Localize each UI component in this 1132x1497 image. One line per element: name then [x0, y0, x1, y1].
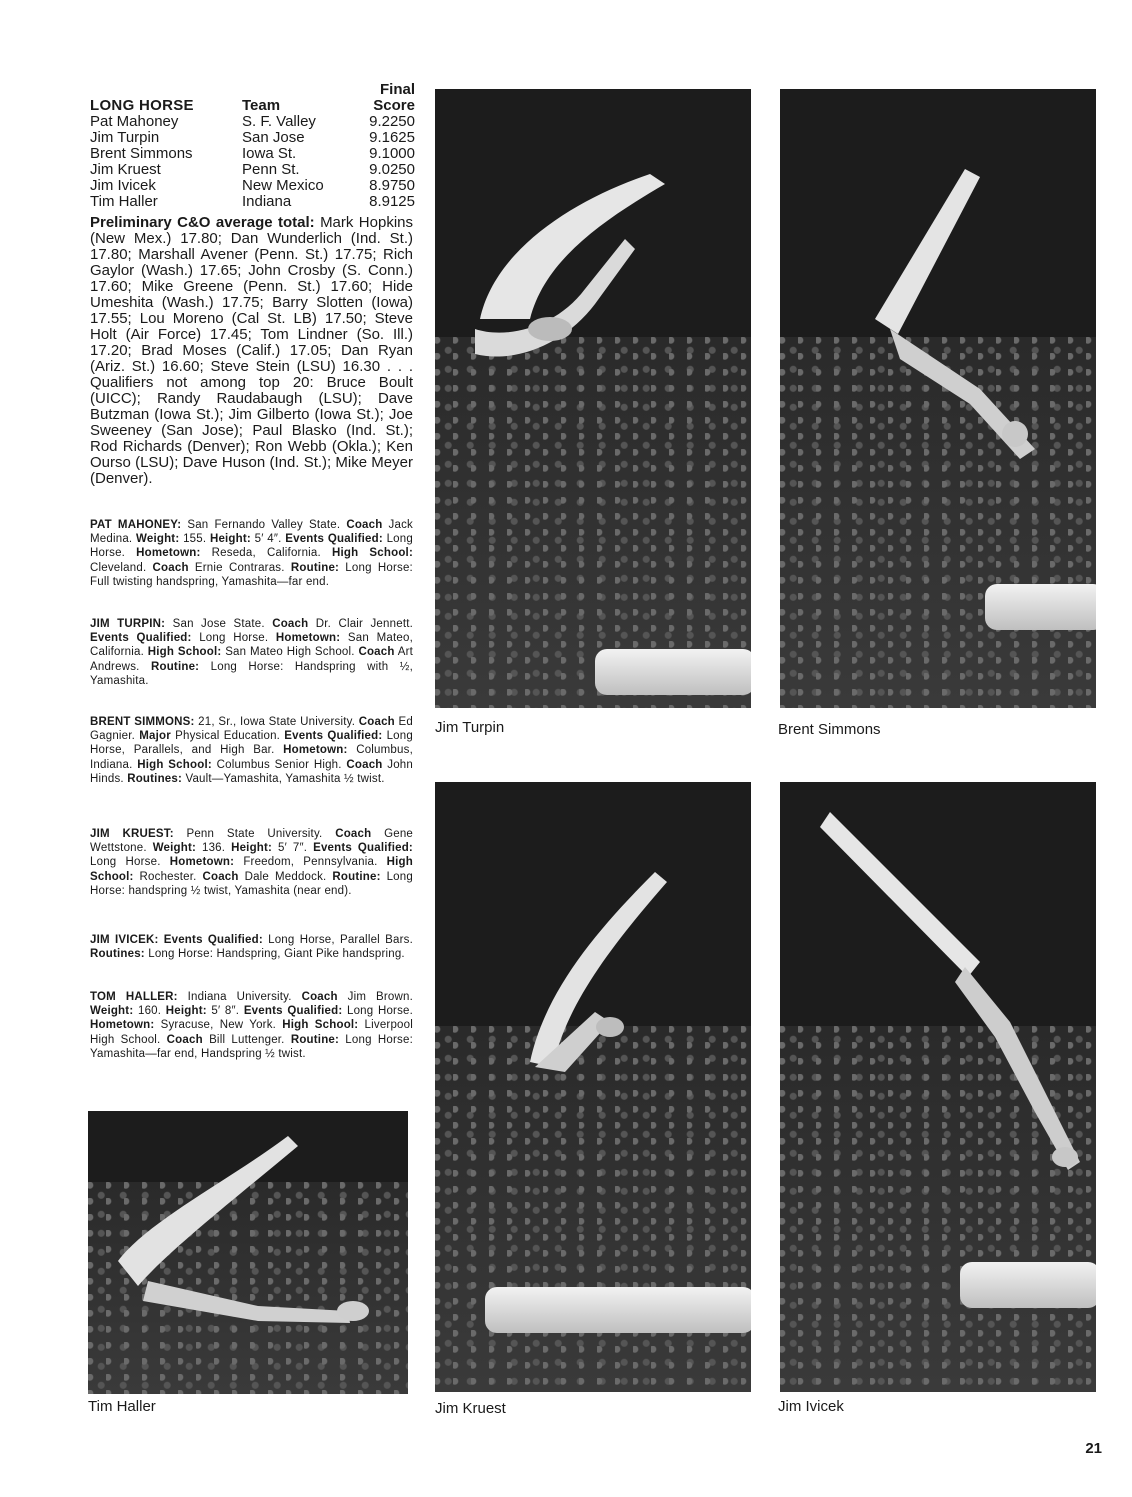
bio-label: Coach [335, 828, 372, 840]
results-team: New Mexico [242, 177, 324, 194]
bio-routine: Vault—Yamashita, Yamashita ½ twist. [185, 772, 385, 785]
bio-label: High School: [282, 1019, 359, 1032]
bio-name: JIM IVICEK: [90, 934, 159, 946]
bio-label: Weight: [152, 842, 197, 855]
bio-label: Weight: [136, 533, 180, 546]
bio-label: Hometown: [90, 1019, 155, 1032]
bio-height: 5′ 7″. [278, 842, 308, 855]
bio-tom-haller [90, 990, 413, 1061]
bio-coach: Ed Gagnier. [90, 716, 413, 743]
results-header-row [90, 82, 415, 114]
gymnast-figure [780, 89, 1096, 708]
page-number: 21 [1085, 1440, 1102, 1457]
bio-label: Routine: [290, 561, 340, 574]
results-name: Brent Simmons [90, 145, 193, 162]
bio-weight: 160. [137, 1005, 162, 1018]
bio-label: Hometown: [283, 744, 348, 757]
photo-jim-kruest [435, 782, 751, 1392]
gymnast-figure [88, 1111, 408, 1394]
bio-hometown: Freedom, Pennsylvania. [243, 856, 378, 869]
preliminary-paragraph [90, 215, 413, 487]
bio-events: Long Horse. [90, 856, 161, 869]
bio-name: JIM KRUEST: [90, 828, 174, 840]
bio-routine: Long Horse: Handspring, Giant Pike handspring. [148, 948, 405, 961]
bio-routine: Long Horse: handspring ½ twist, Yamashita (near end). [90, 870, 413, 897]
bio-label: Routine: [290, 1033, 340, 1046]
bio-label: Coach [358, 646, 395, 659]
results-name: Tim Haller [90, 193, 158, 210]
bio-high-school: San Mateo High School. [225, 646, 355, 659]
results-name: Jim Ivicek [90, 177, 156, 194]
bio-label: Height: [165, 1005, 207, 1018]
bio-label: High School: [332, 547, 413, 560]
bio-school: San Jose State. [172, 618, 265, 630]
bio-label: Weight: [90, 1005, 134, 1018]
bio-label: Height: [209, 533, 251, 546]
bio-height: 5′ 8″. [211, 1005, 240, 1018]
results-team: Penn St. [242, 161, 300, 178]
photo-brent-simmons [780, 89, 1096, 708]
bio-routine: Long Horse: Full twisting handspring, Yamashita—far end. [90, 561, 413, 588]
results-team: Iowa St. [242, 145, 297, 162]
bio-label: Coach [301, 991, 338, 1003]
bio-weight: 155. [183, 533, 207, 546]
results-score: 9.1625 [369, 129, 415, 146]
bio-name: BRENT SIMMONS: [90, 716, 195, 728]
bio-label: Coach [152, 561, 189, 574]
bio-weight: 136. [201, 842, 226, 855]
results-row [90, 114, 415, 130]
photo-jim-turpin [435, 89, 751, 708]
results-row [90, 194, 415, 210]
caption-jim-kruest: Jim Kruest [435, 1400, 506, 1417]
bio-label: Hometown: [136, 547, 201, 560]
bio-label: Routines: [90, 948, 145, 961]
bio-school: Penn State University. [186, 828, 323, 840]
bio-brent-simmons [90, 715, 413, 786]
bio-label: Events Qualified: [90, 632, 192, 645]
bio-label: Routine: [150, 660, 200, 673]
bio-coach2: Dale Meddock. [244, 870, 327, 883]
bio-coach2: Art Andrews. [90, 646, 414, 673]
bio-coach: Dr. Clair Jennett. [315, 618, 414, 630]
bio-events: Long Horse, Parallel Bars. [268, 934, 413, 946]
photo-tim-haller [88, 1111, 408, 1394]
preliminary-text: Mark Hopkins (New Mex.) 17.80; Dan Wunderlich (Ind. St.) 17.80; Marshall Avener (Penn. St.) 17.75; Rich Gaylor (Wash.) 17.65; John Crosby (S. Conn.) 17.60; Mike Greene (Penn. St.) 17.60; Hide Umeshita (Wash.) 17.75; Barry Slotten (Iowa) 17.55; Lou Moreno (Cal St. LB) 17.50; Steve Holt (Air Force) 17.45; Tom Lindner (So. Ill.) 17.20; Brad Moses (Calif.) 17.05; Dan Ryan (Ariz. St.) 16.60; Steve Stein (LSU) 16.30 . . . Qualifiers not among top 20: Bruce Boult (UICC); Randy Raudabaugh (LSU); Dave Butzman (Iowa St.); Jim Gilberto (Iowa St.); Joe Sweeney (San Jose); Paul Blasko (Ind. St.); Rod Richards (Denver); Ron Webb (Okla.); Ken Ourso (LSU); Dave Huson (Ind. St.); Mike Meyer (Denver). [90, 214, 413, 487]
bio-hometown: San Mateo, California. [90, 632, 413, 659]
bio-high-school: Cleveland. [90, 561, 147, 574]
results-name: Pat Mahoney [90, 113, 179, 130]
bio-events: Long Horse. [90, 533, 413, 560]
results-score: 8.9125 [369, 193, 415, 210]
bio-label: Routines: [127, 772, 183, 785]
bio-label: Events Qualified: [243, 1005, 343, 1018]
bio-label: Coach [346, 758, 383, 771]
bio-hometown: Reseda, California. [211, 547, 321, 560]
bio-label: Events Qualified: [163, 934, 263, 946]
bio-height: 5′ 4″. [254, 533, 282, 546]
bio-coach2: John Hinds. [90, 758, 414, 785]
results-score-header [353, 82, 415, 114]
results-row [90, 130, 415, 146]
bio-coach: Gene Wettstone. [90, 828, 414, 855]
results-row [90, 146, 415, 162]
bio-routine: Long Horse: Handspring with ½, Yamashita. [90, 660, 413, 687]
results-team: San Jose [242, 129, 305, 146]
bio-events: Long Horse, Parallels, and High Bar. [90, 730, 413, 757]
bio-name: JIM TURPIN: [90, 618, 166, 630]
results-title: LONG HORSE [90, 97, 194, 114]
bio-label: High School: [90, 856, 413, 883]
bio-label: Events Qualified: [285, 533, 383, 546]
bio-label: Events Qualified: [284, 730, 383, 743]
bio-coach: Jack Medina. [90, 519, 413, 546]
results-score: 9.2250 [369, 113, 415, 130]
results-row [90, 178, 415, 194]
bio-label: High School: [147, 646, 222, 659]
bio-coach2: Ernie Contraras. [194, 561, 285, 574]
bio-major: Physical Education. [175, 730, 281, 743]
gymnast-figure [435, 782, 751, 1392]
bio-coach: Jim Brown. [347, 991, 413, 1003]
bio-high-school: Columbus Senior High. [216, 758, 342, 771]
bio-label: Major [139, 730, 171, 743]
results-score: 9.0250 [369, 161, 415, 178]
caption-tim-haller: Tim Haller [88, 1398, 156, 1415]
bio-jim-ivicek [90, 933, 413, 961]
bio-label: Events Qualified: [313, 842, 413, 855]
bio-routine: Long Horse: Yamashita—far end, Handspring ½ twist. [90, 1033, 413, 1060]
results-name: Jim Kruest [90, 161, 161, 178]
bio-jim-turpin [90, 617, 413, 688]
bio-label: Hometown: [275, 632, 341, 645]
bio-hometown: Syracuse, New York. [160, 1019, 277, 1032]
bio-label: Coach [358, 716, 395, 728]
bio-pat-mahoney [90, 518, 413, 589]
bio-label: Coach [346, 519, 383, 531]
bio-high-school: Liverpool High School. [90, 1019, 413, 1046]
bio-hometown: Columbus, Indiana. [90, 744, 413, 771]
bio-school: San Fernando Valley State. [187, 519, 341, 531]
bio-name: TOM HALLER: [90, 991, 178, 1003]
bio-coach2: Bill Luttenger. [209, 1033, 285, 1046]
results-score: 8.9750 [369, 177, 415, 194]
bio-label: Height: [231, 842, 273, 855]
bio-events: Long Horse. [346, 1005, 414, 1018]
photo-jim-ivicek [780, 782, 1096, 1392]
bio-school: 21, Sr., Iowa State University. [198, 716, 356, 728]
bio-label: Routine: [332, 870, 381, 883]
results-table [90, 82, 415, 210]
bio-label: Coach [272, 618, 309, 630]
bio-label: Hometown: [169, 856, 235, 869]
bio-events: Long Horse. [199, 632, 269, 645]
caption-brent-simmons: Brent Simmons [778, 721, 881, 738]
score-header-line2: Score [373, 97, 415, 114]
bio-name: PAT MAHONEY: [90, 519, 182, 531]
results-team: S. F. Valley [242, 113, 316, 130]
bio-high-school: Rochester. [139, 870, 197, 883]
caption-jim-ivicek: Jim Ivicek [778, 1398, 844, 1415]
caption-jim-turpin: Jim Turpin [435, 719, 505, 736]
results-team: Indiana [242, 193, 292, 210]
score-header-line1: Final [379, 81, 415, 98]
results-score: 9.1000 [369, 145, 415, 162]
results-name: Jim Turpin [90, 129, 160, 146]
bio-school: Indiana University. [187, 991, 292, 1003]
bio-label: Coach [166, 1033, 203, 1046]
results-row [90, 162, 415, 178]
bio-label: High School: [137, 758, 212, 771]
gymnast-figure [435, 89, 751, 708]
results-team-header: Team [242, 97, 281, 114]
bio-label: Coach [202, 870, 239, 883]
gymnast-figure [780, 782, 1096, 1392]
bio-jim-kruest [90, 827, 413, 898]
preliminary-label: Preliminary C&O average total: [90, 214, 315, 231]
